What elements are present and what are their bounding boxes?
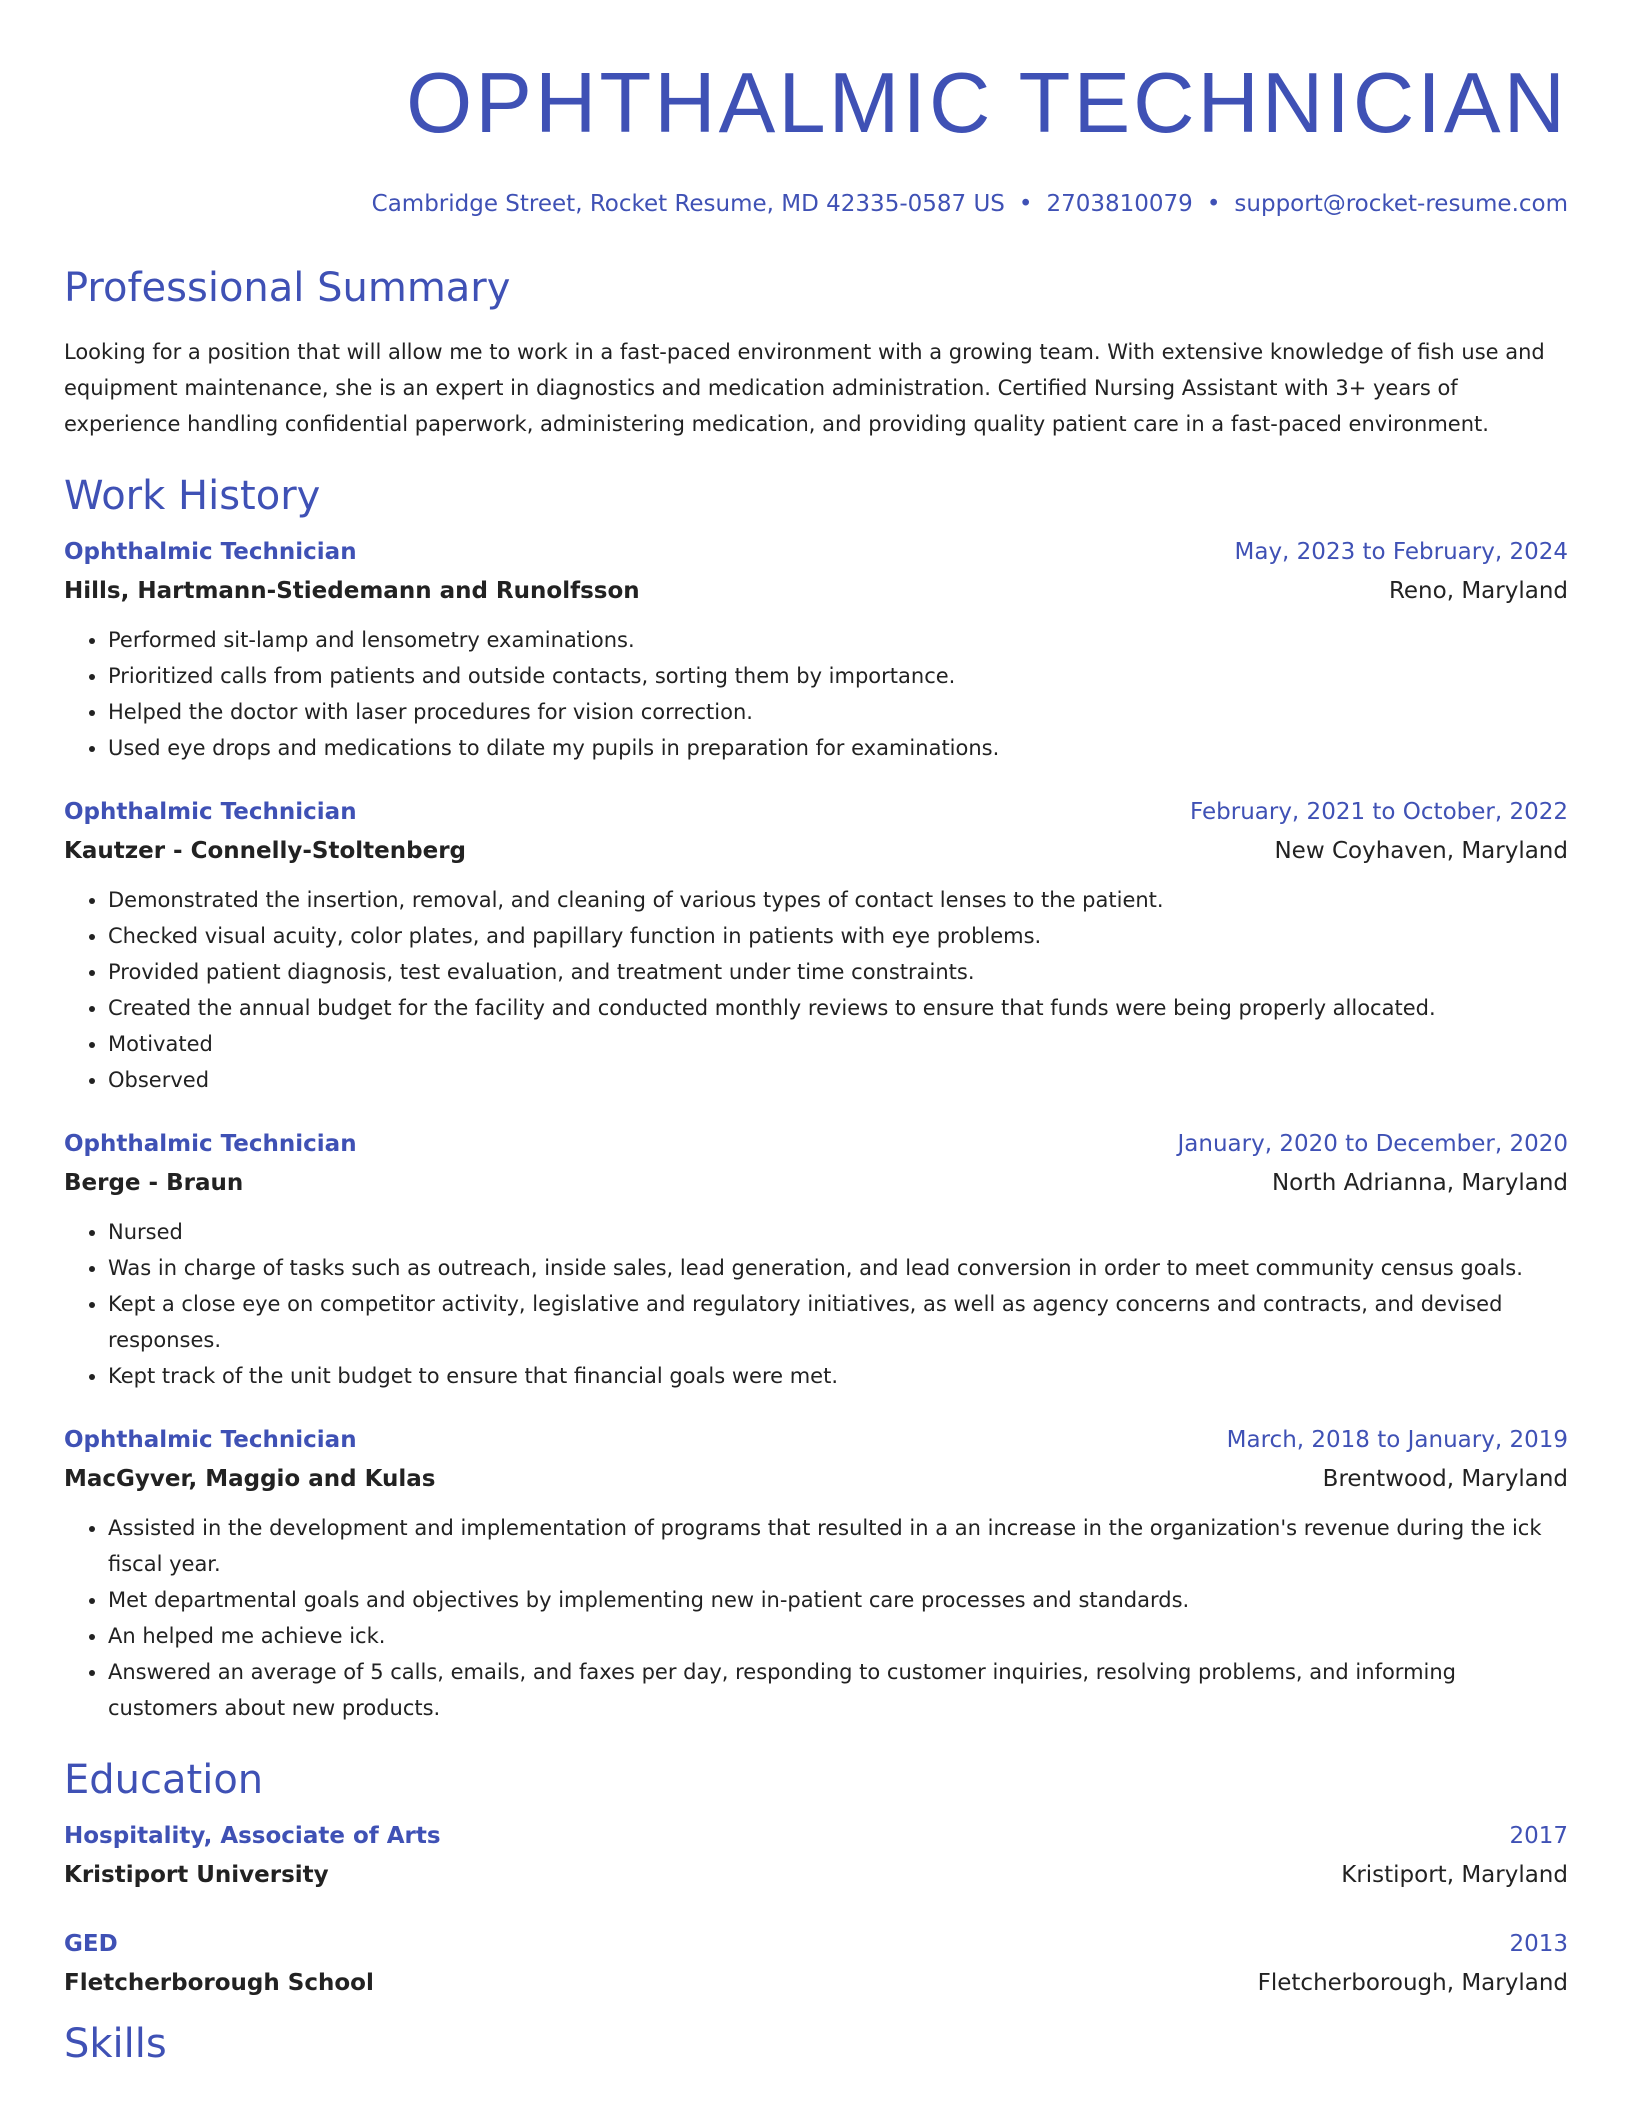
education-school: Kristiport University <box>64 1862 329 1888</box>
job-company: Berge - Braun <box>64 1170 244 1196</box>
job-bullet: • Observed <box>108 1062 1568 1098</box>
job-title: Ophthalmic Technician <box>64 1427 357 1453</box>
contact-separator: • <box>1206 191 1221 217</box>
job-bullet: • Kept track of the unit budget to ensure that financial goals were met. <box>108 1358 1568 1394</box>
job-header-row <box>64 1128 1568 1160</box>
job-company-row <box>64 1462 1568 1496</box>
job-location: New Coyhaven, Maryland <box>1274 838 1568 864</box>
education-entry <box>64 1928 1568 2000</box>
job-bullet: • Used eye drops and medications to dilate my pupils in preparation for examinations. <box>108 730 1568 766</box>
job-entry <box>64 1128 1568 1394</box>
contact-separator: • <box>1018 191 1033 217</box>
job-header-row <box>64 1424 1568 1456</box>
job-location: Brentwood, Maryland <box>1322 1466 1568 1492</box>
job-bullet: • Provided patient diagnosis, test evaluation, and treatment under time constraints. <box>108 954 1568 990</box>
job-bullet: • Motivated <box>108 1026 1568 1062</box>
job-title: Ophthalmic Technician <box>64 539 357 565</box>
education-header-row <box>64 1820 1568 1852</box>
job-bullet: • An helped me achieve ick. <box>108 1618 1568 1654</box>
job-bullet: • Nursed <box>108 1214 1568 1250</box>
job-dates: May, 2023 to February, 2024 <box>1234 539 1568 565</box>
education-school: Fletcherborough School <box>64 1970 374 1996</box>
education-year: 2013 <box>1509 1931 1568 1957</box>
job-header-row <box>64 796 1568 828</box>
skills-heading: Skills <box>64 2021 167 2067</box>
education-school-row <box>64 1966 1568 2000</box>
job-company-row <box>64 834 1568 868</box>
education-degree: Hospitality, Associate of Arts <box>64 1823 441 1849</box>
job-bullet: • Helped the doctor with laser procedures for vision correction. <box>108 694 1568 730</box>
education-school-row <box>64 1858 1568 1892</box>
job-company: Kautzer - Connelly-Stoltenberg <box>64 838 467 864</box>
job-dates: March, 2018 to January, 2019 <box>1226 1427 1568 1453</box>
job-title: Ophthalmic Technician <box>64 799 357 825</box>
job-entry <box>64 536 1568 766</box>
job-entry <box>64 796 1568 1098</box>
job-bullets <box>64 1510 1568 1726</box>
resume-page <box>64 0 1568 2068</box>
job-entry <box>64 1424 1568 1726</box>
job-bullet: • Assisted in the development and implementation of programs that resulted in a an increase in the organization's revenue during the ick fiscal year. <box>108 1510 1568 1582</box>
job-location: Reno, Maryland <box>1388 578 1568 604</box>
job-header-row <box>64 536 1568 568</box>
summary-heading: Professional Summary <box>64 265 511 311</box>
education-location: Kristiport, Maryland <box>1341 1862 1568 1888</box>
job-bullet: • Was in charge of tasks such as outreach, inside sales, lead generation, and lead conversion in order to meet community census goals. <box>108 1250 1568 1286</box>
job-bullet: • Met departmental goals and objectives by implementing new in-patient care processes and standards. <box>108 1582 1568 1618</box>
job-company: Hills, Hartmann-Stiedemann and Runolfsson <box>64 578 640 604</box>
job-bullet: • Answered an average of 5 calls, emails, and faxes per day, responding to customer inquiries, resolving problems, and informing customers about new products. <box>108 1654 1568 1726</box>
job-bullets <box>64 1214 1568 1394</box>
job-title: Ophthalmic Technician <box>64 1131 357 1157</box>
job-bullet: • Performed sit-lamp and lensometry examinations. <box>108 622 1568 658</box>
job-dates: February, 2021 to October, 2022 <box>1190 799 1568 825</box>
job-bullet: • Kept a close eye on competitor activity, legislative and regulatory initiatives, as well as agency concerns and contracts, and devised responses. <box>108 1286 1568 1358</box>
education-location: Fletcherborough, Maryland <box>1257 1970 1568 1996</box>
job-company-row <box>64 574 1568 608</box>
summary-text: Looking for a position that will allow me to work in a fast-paced environment with a growing team. With extensive knowledge of fish use and equipment maintenance, she is an expert in diagnostics and medication administration. Certified Nursing Assistant with 3+ years of experience handling confidential paperwork, administering medication, and providing quality patient care in a fast-paced environment. <box>64 340 1545 436</box>
job-bullets <box>64 622 1568 766</box>
contact-phone: 2703810079 <box>1046 191 1193 217</box>
job-company-row <box>64 1166 1568 1200</box>
job-location: North Adrianna, Maryland <box>1271 1170 1568 1196</box>
education-header-row <box>64 1928 1568 1960</box>
job-company: MacGyver, Maggio and Kulas <box>64 1466 436 1492</box>
contact-address: Cambridge Street, Rocket Resume, MD 42335-0587 US <box>371 191 1005 217</box>
job-dates: January, 2020 to December, 2020 <box>1177 1131 1568 1157</box>
job-bullets <box>64 882 1568 1098</box>
education-entry <box>64 1820 1568 1892</box>
job-bullet: • Checked visual acuity, color plates, and papillary function in patients with eye problems. <box>108 918 1568 954</box>
job-bullet: • Demonstrated the insertion, removal, and cleaning of various types of contact lenses to the patient. <box>108 882 1568 918</box>
education-year: 2017 <box>1509 1823 1568 1849</box>
contact-email[interactable]: support@rocket-resume.com <box>1234 191 1568 217</box>
contact-line <box>64 189 1568 219</box>
work-history-heading: Work History <box>64 473 321 519</box>
resume-title: OPHTHALMIC TECHNICIAN <box>406 56 1568 151</box>
job-bullet: • Created the annual budget for the facility and conducted monthly reviews to ensure that funds were being properly allocated. <box>108 990 1568 1026</box>
education-heading: Education <box>64 1757 264 1803</box>
job-bullet: • Prioritized calls from patients and outside contacts, sorting them by importance. <box>108 658 1568 694</box>
education-degree: GED <box>64 1931 118 1957</box>
